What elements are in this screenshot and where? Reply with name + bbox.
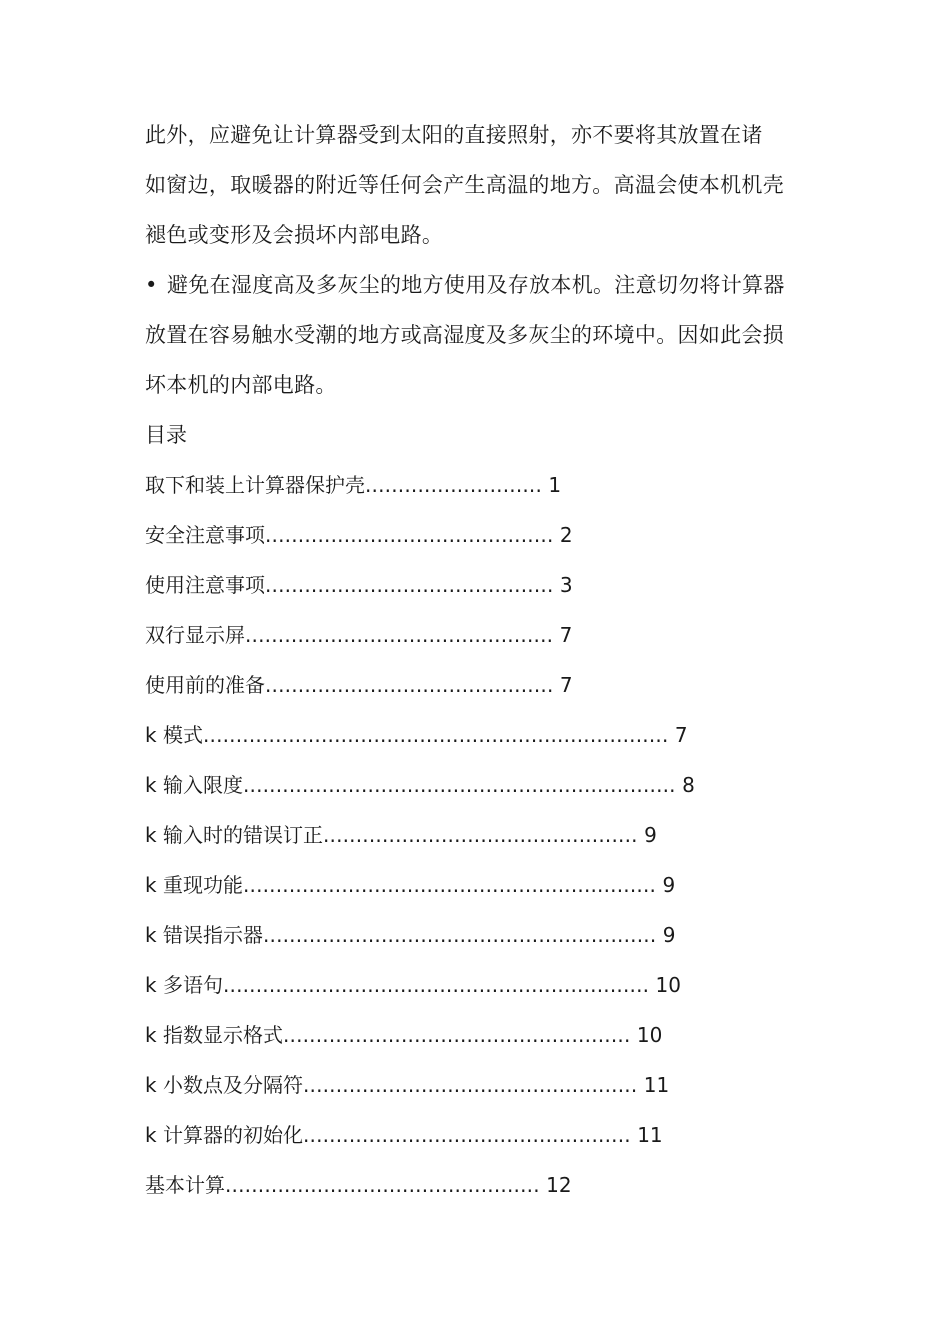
- toc-entry-page: 12: [546, 1173, 572, 1197]
- toc-entry-leader: ............................................................: [262, 923, 657, 947]
- toc-entry[interactable]: [145, 1071, 669, 1099]
- toc-entry-leader: ................................................: [225, 1173, 540, 1197]
- toc-entry-leader: ...................................................: [302, 1073, 638, 1097]
- toc-entry[interactable]: [145, 521, 573, 549]
- toc-entry-title: 使用注意事项: [145, 573, 265, 597]
- toc-entry-leader: ............................................: [265, 573, 554, 597]
- toc-entry[interactable]: [145, 1121, 663, 1149]
- toc-entry-title: 基本计算: [145, 1173, 225, 1197]
- toc-entry-page: 7: [559, 623, 573, 647]
- toc-entry-page: 7: [674, 723, 688, 747]
- toc-entry-leader: ...............................................................: [242, 873, 657, 897]
- toc-entry[interactable]: [145, 971, 681, 999]
- toc-entry[interactable]: [145, 1021, 662, 1049]
- toc-entry-title: k 模式: [145, 723, 203, 747]
- toc-entry[interactable]: [145, 571, 573, 599]
- toc-entry-leader: ............................................: [265, 523, 554, 547]
- toc-entry-leader: ..................................................................: [242, 773, 676, 797]
- toc-entry-page: 9: [644, 823, 657, 847]
- paragraph-1-line-3: 褪色或变形及会损坏内部电路。: [145, 223, 444, 247]
- toc-entry-title: k 多语句: [145, 973, 223, 997]
- toc-entry-title: k 计算器的初始化: [145, 1123, 303, 1147]
- toc-entry-leader: .....................................................: [282, 1023, 631, 1047]
- toc-entry-leader: ...........................: [365, 473, 543, 497]
- toc-entry[interactable]: [145, 871, 675, 899]
- toc-entry[interactable]: [145, 671, 573, 699]
- toc-entry-title: 安全注意事项: [145, 523, 265, 547]
- toc-entry-title: 取下和装上计算器保护壳: [145, 473, 365, 497]
- paragraph-1-line-2: 如窗边，取暖器的附近等任何会产生高温的地方。高温会使本机机壳: [145, 173, 784, 197]
- toc-entry-title: k 指数显示格式: [145, 1023, 283, 1047]
- toc-entry-title: k 输入限度: [145, 773, 243, 797]
- toc-entry[interactable]: [145, 621, 572, 649]
- toc-heading: 目录: [145, 423, 187, 447]
- toc-entry[interactable]: [145, 1171, 572, 1199]
- paragraph-1-line-1: 此外，应避免让计算器受到太阳的直接照射，亦不要将其放置在诸: [145, 123, 763, 147]
- toc-entry-title: k 重现功能: [145, 873, 243, 897]
- toc-entry-page: 3: [559, 573, 573, 597]
- toc-entry-page: 1: [548, 473, 562, 497]
- toc-entry-page: 10: [655, 973, 681, 997]
- toc-entry[interactable]: [145, 821, 657, 849]
- paragraph-2-text-1: 避免在湿度高及多灰尘的地方使用及存放本机。注意切勿将计算器: [167, 273, 785, 297]
- toc-entry-title: k 小数点及分隔符: [145, 1073, 303, 1097]
- toc-entry-leader: ..................................................: [302, 1123, 631, 1147]
- toc-entry-title: k 输入时的错误订正: [145, 823, 323, 847]
- toc-entry[interactable]: [145, 921, 676, 949]
- toc-entry-page: 7: [559, 673, 573, 697]
- toc-entry-title: 双行显示屏: [145, 623, 245, 647]
- paragraph-2-line-3: 坏本机的内部电路。: [145, 373, 337, 397]
- toc-entry-page: 8: [682, 773, 695, 797]
- toc-entry-title: k 错误指示器: [145, 923, 263, 947]
- toc-entry-leader: .......................................................................: [202, 723, 669, 747]
- toc-entry-leader: ...............................................: [245, 623, 554, 647]
- toc-entry-page: 11: [637, 1123, 663, 1147]
- paragraph-2-line-1: [145, 271, 785, 299]
- toc-entry-leader: .................................................................: [222, 973, 650, 997]
- paragraph-2-line-2: 放置在容易触水受潮的地方或高湿度及多灰尘的环境中。因如此会损: [145, 323, 784, 347]
- toc-entry-leader: ............................................: [265, 673, 554, 697]
- toc-entry[interactable]: [145, 471, 561, 499]
- toc-entry-page: 9: [662, 923, 676, 947]
- toc-entry[interactable]: [145, 721, 688, 749]
- toc-entry-page: 10: [636, 1023, 663, 1047]
- bullet-icon: •: [145, 273, 158, 297]
- toc-entry-leader: ................................................: [322, 823, 638, 847]
- toc-entry[interactable]: [145, 771, 695, 799]
- toc-entry-page: 11: [643, 1073, 670, 1097]
- toc-entry-title: 使用前的准备: [145, 673, 265, 697]
- toc-entry-page: 9: [662, 873, 676, 897]
- toc-entry-page: 2: [559, 523, 573, 547]
